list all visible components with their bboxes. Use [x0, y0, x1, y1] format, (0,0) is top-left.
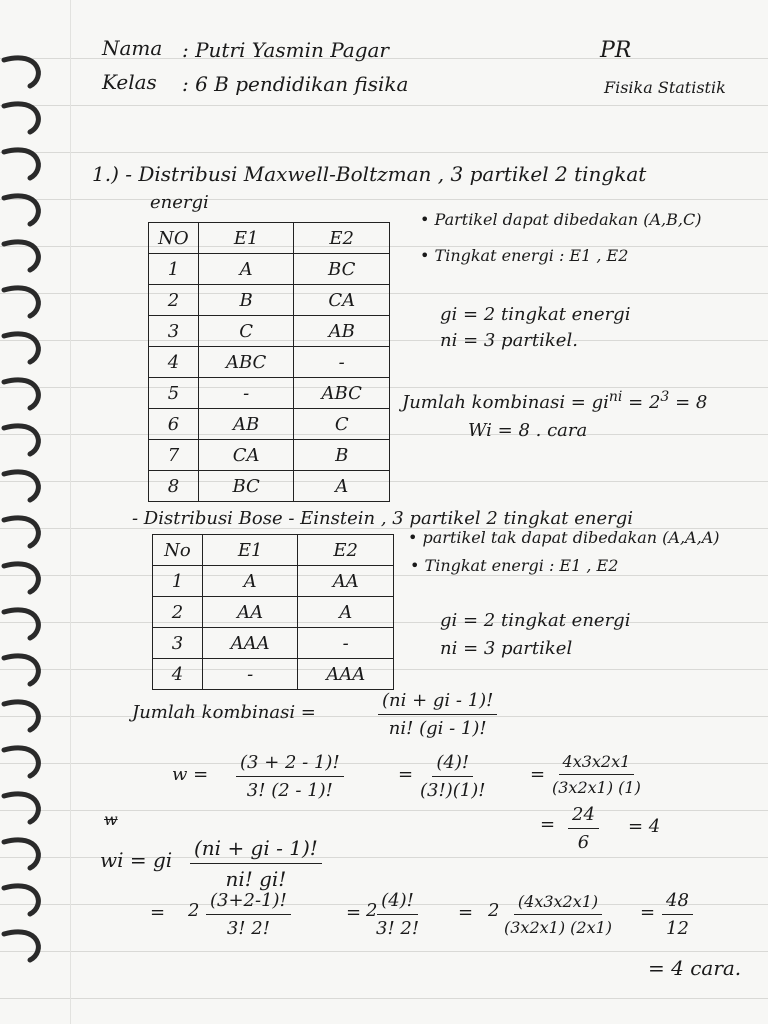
mb-table-cell: CA [294, 285, 390, 316]
mb-table-cell: - [294, 347, 390, 378]
mb-jumlah-exp2: 3 [660, 389, 670, 405]
mb-table-row [149, 254, 390, 285]
be-table-row [153, 566, 394, 597]
be-w2-den: (3!)(1)! [420, 780, 486, 801]
mb-wi-result: Wi = 8 . cara [468, 420, 588, 441]
mb-note-energy-levels: • Tingkat energi : E1 , E2 [420, 246, 629, 265]
be-table-cell: - [202, 659, 298, 690]
be-w4-den: 6 [577, 832, 590, 853]
be-c3-num: (4x3x2x1) [514, 892, 602, 915]
mb-table-cell: ABC [198, 347, 294, 378]
nama-label: Nama [102, 36, 163, 60]
be-eq-4: = [150, 902, 166, 923]
mb-table-cell: 5 [149, 378, 199, 409]
be-c1-num: (3+2-1)! [206, 890, 291, 915]
mb-table-cell: - [198, 378, 294, 409]
be-table-cell: AA [202, 597, 298, 628]
be-c4-fraction [662, 890, 693, 939]
be-table-row [153, 659, 394, 690]
be-table-header-cell: E2 [298, 535, 394, 566]
mb-table-cell: C [294, 409, 390, 440]
be-formula-fraction [378, 690, 497, 739]
mb-table-cell: BC [294, 254, 390, 285]
be-c2-den: 3! 2! [376, 918, 420, 939]
mb-table-cell: 1 [149, 254, 199, 285]
mb-table-cell: B [294, 440, 390, 471]
mb-table-row [149, 378, 390, 409]
be-wi-num: (ni + gi - 1)! [190, 836, 322, 864]
mb-note-distinguishable: • Partikel dapat dibedakan (A,B,C) [420, 210, 702, 229]
mb-table-cell: 7 [149, 440, 199, 471]
be-wi-fraction [190, 836, 322, 891]
be-w-fraction-2 [420, 752, 485, 801]
be-table-header-cell: No [153, 535, 203, 566]
be-w-label: w = [172, 764, 209, 785]
be-table-cell: 1 [153, 566, 203, 597]
be-c2-num: (4)! [377, 890, 418, 915]
be-table-cell: A [202, 566, 298, 597]
be-table-row [153, 628, 394, 659]
mb-gi: gi = 2 tingkat energi [440, 304, 631, 325]
mb-ni: ni = 3 partikel. [440, 330, 578, 351]
mb-table-cell: 6 [149, 409, 199, 440]
be-c3-pre: 2 [488, 900, 500, 921]
be-note-energy-levels: • Tingkat energi : E1 , E2 [410, 556, 619, 575]
mb-table-row [149, 471, 390, 502]
mb-table-cell: AB [294, 316, 390, 347]
be-c1-pre: 2 [188, 900, 200, 921]
section1-title-cont: energi [150, 192, 209, 213]
mb-jumlah-text: Jumlah kombinasi = gi [402, 392, 609, 413]
be-table-cell: AAA [202, 628, 298, 659]
mb-table-cell: A [198, 254, 294, 285]
be-w-fraction-4 [568, 804, 599, 853]
be-gi: gi = 2 tingkat energi [440, 610, 631, 631]
be-table-cell: 2 [153, 597, 203, 628]
be-ni: ni = 3 partikel [440, 638, 573, 659]
be-eq-3: = [540, 814, 556, 835]
mb-table-cell: B [198, 285, 294, 316]
be-w-fraction-1 [236, 752, 344, 801]
be-wi-label: wi = gi [100, 848, 173, 872]
be-wi-den: ni! gi! [225, 867, 287, 891]
corner-subject: Fisika Statistik [604, 78, 726, 97]
be-table-cell: 3 [153, 628, 203, 659]
be-table-cell: AAA [298, 659, 394, 690]
mb-jumlah-kombinasi [402, 390, 707, 412]
be-table-header-cell: E1 [202, 535, 298, 566]
be-formula-num: (ni + gi - 1)! [378, 690, 497, 715]
mb-jumlah-end: = 8 [675, 392, 708, 413]
be-w4-num: 24 [568, 804, 599, 829]
kelas-label: Kelas [102, 70, 157, 94]
be-c1-den: 3! 2! [226, 918, 270, 939]
mb-table-cell: 3 [149, 316, 199, 347]
mb-table-row [149, 409, 390, 440]
mb-table-cell: 4 [149, 347, 199, 378]
be-formula-den: ni! (gi - 1)! [388, 718, 487, 739]
be-w1-num: (3 + 2 - 1)! [236, 752, 344, 777]
be-w3-num: 4x3x2x1 [559, 752, 635, 775]
section1-title: 1.) - Distribusi Maxwell-Boltzman , 3 partikel 2 tingkat [92, 162, 647, 186]
mb-jumlah-exp: ni [608, 389, 623, 405]
be-table-cell: - [298, 628, 394, 659]
be-table-cell: A [298, 597, 394, 628]
kelas-value: : 6 B pendidikan fisika [182, 72, 409, 96]
mb-jumlah-tail: = 2 [628, 392, 661, 413]
be-eq-5: = [346, 902, 362, 923]
be-eq-6: = [458, 902, 474, 923]
maxwell-boltzmann-table [148, 222, 390, 502]
be-eq-2: = [530, 764, 546, 785]
mb-table-cell: CA [198, 440, 294, 471]
mb-table-row [149, 316, 390, 347]
be-c4-num: 48 [662, 890, 693, 915]
be-final-result: = 4 cara. [648, 956, 742, 980]
mb-table-cell: 8 [149, 471, 199, 502]
be-table-row [153, 597, 394, 628]
be-w3-den: (3x2x1) (1) [552, 778, 641, 797]
mb-table-cell: BC [198, 471, 294, 502]
mb-table-row [149, 347, 390, 378]
be-c2-fraction [376, 890, 419, 939]
mb-table-cell: 2 [149, 285, 199, 316]
be-w-fraction-3 [552, 752, 641, 797]
mb-table-cell: AB [198, 409, 294, 440]
be-eq-1: = [398, 764, 414, 785]
mb-table-header-row [149, 223, 390, 254]
be-c2-pre: 2 [366, 900, 378, 921]
mb-table-row [149, 440, 390, 471]
mb-table-header-cell: E2 [294, 223, 390, 254]
bose-einstein-table [152, 534, 394, 690]
corner-pr: PR [600, 38, 632, 63]
be-formula-label: Jumlah kombinasi = [132, 702, 316, 723]
spiral-binding [0, 30, 60, 1010]
be-w2-num: (4)! [432, 752, 473, 777]
be-table-cell: AA [298, 566, 394, 597]
be-c4-den: 12 [666, 918, 689, 939]
nama-value: : Putri Yasmin Pagar [182, 38, 389, 62]
be-w-result: = 4 [628, 816, 661, 837]
mb-table-cell: A [294, 471, 390, 502]
mb-table-header-cell: NO [149, 223, 199, 254]
crossed-out-w: w [104, 810, 118, 829]
mb-table-cell: C [198, 316, 294, 347]
be-table-cell: 4 [153, 659, 203, 690]
be-c3-fraction [504, 892, 612, 937]
section2-title: - Distribusi Bose - Einstein , 3 partikel 2 tingkat energi [132, 508, 633, 529]
mb-table-cell: ABC [294, 378, 390, 409]
be-table-header-row [153, 535, 394, 566]
be-eq-7: = [640, 902, 656, 923]
mb-table-row [149, 285, 390, 316]
be-c3-den: (3x2x1) (2x1) [504, 918, 613, 937]
be-c1-fraction [206, 890, 291, 939]
margin-line [70, 0, 71, 1024]
be-w1-den: 3! (2 - 1)! [246, 780, 333, 801]
be-note-indistinguishable: • partikel tak dapat dibedakan (A,A,A) [408, 528, 720, 547]
mb-table-header-cell: E1 [198, 223, 294, 254]
